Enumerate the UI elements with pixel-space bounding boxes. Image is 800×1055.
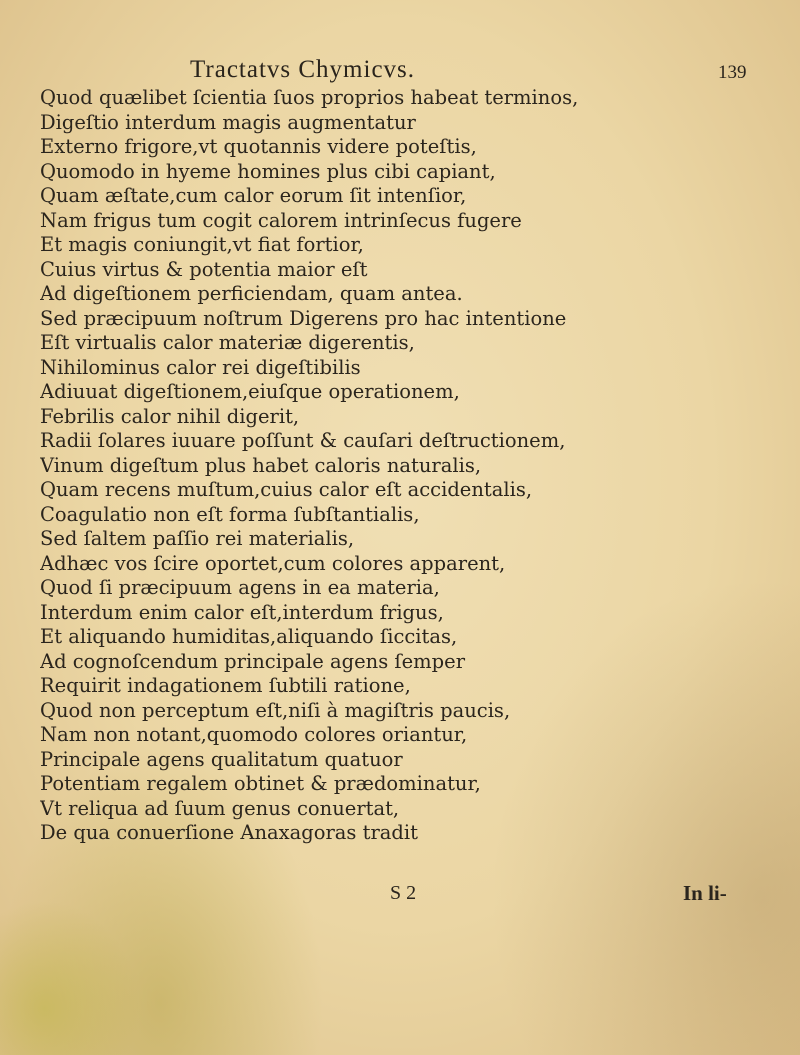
verse-line: Potentiam regalem obtinet & prædominatur,: [40, 772, 481, 795]
verse-line: Nam non notant,quomodo colores oriantur,: [40, 723, 468, 746]
verse-line: Coagulatio non eſt forma ſubſtantialis,: [40, 502, 420, 526]
verse-line: Adiuuat digeſtionem,eiuſque operationem,: [40, 380, 460, 403]
verse-line: Cuius virtus & potentia maior eſt: [40, 257, 368, 281]
verse-line: Digeſtio interdum magis augmentatur: [40, 110, 416, 134]
verse-line: Requirit indagationem ſubtili ratione,: [40, 674, 411, 697]
page-stain: [0, 900, 140, 1055]
verse-line: Quod ſi præcipuum agens in ea materia,: [40, 576, 440, 599]
verse-line: Ad digeſtionem perficiendam, quam antea.: [40, 282, 463, 305]
verse-line: Sed præcipuum noſtrum Digerens pro hac intentione: [40, 306, 567, 330]
verse-line: Quod quælibet ſcientia ſuos proprios habeat terminos,: [40, 86, 579, 109]
signature-mark: S 2: [390, 882, 417, 904]
running-title: Tractatvs Chymicvs.: [190, 56, 416, 83]
verse-line: Nam frigus tum cogit calorem intrinſecus fugere: [40, 208, 522, 232]
catchword: In li-: [683, 881, 727, 905]
verse-line: Nihilominus calor rei digeſtibilis: [40, 355, 361, 379]
verse-line: Adhæc vos ſcire oportet,cum colores apparent,: [40, 551, 506, 575]
verse-line: Quam æſtate,cum calor eorum ſit intenſior,: [40, 184, 467, 207]
verse-line: Interdum enim calor eſt,interdum frigus,: [40, 600, 444, 624]
verse-line: Vinum digeſtum plus habet caloris naturalis,: [40, 453, 482, 477]
verse-line: Quomodo in hyeme homines plus cibi capiant,: [40, 159, 496, 183]
verse-line: Ad cognoſcendum principale agens ſemper: [40, 649, 466, 673]
verse-line: Et aliquando humiditas,aliquando ſiccitas,: [40, 625, 458, 648]
verse-line: De qua conuerſione Anaxagoras tradit: [40, 821, 418, 844]
verse-line: Quam recens muſtum,cuius calor eſt accidentalis,: [40, 478, 533, 501]
verse-line: Febrilis calor nihil digerit,: [40, 404, 300, 428]
verse-line: Eſt virtualis calor materiæ digerentis,: [40, 331, 415, 354]
verse-line: Radii ſolares iuuare poſſunt & cauſari deſtructionem,: [40, 429, 566, 452]
page-number: 139: [718, 62, 747, 83]
verse-line: Quod non perceptum eſt,niſi à magiſtris paucis,: [40, 698, 511, 722]
verse-line: Et magis coniungit,vt fiat fortior,: [40, 233, 364, 256]
verse-line: Principale agens qualitatum quatuor: [40, 747, 403, 771]
verse-text: [40, 86, 760, 846]
verse-line: Sed ſaltem paſſio rei materialis,: [40, 527, 355, 550]
verse-line: Vt reliqua ad ſuum genus conuertat,: [40, 796, 400, 820]
verse-line: Externo frigore,vt quotannis videre poteſtis,: [40, 135, 477, 158]
